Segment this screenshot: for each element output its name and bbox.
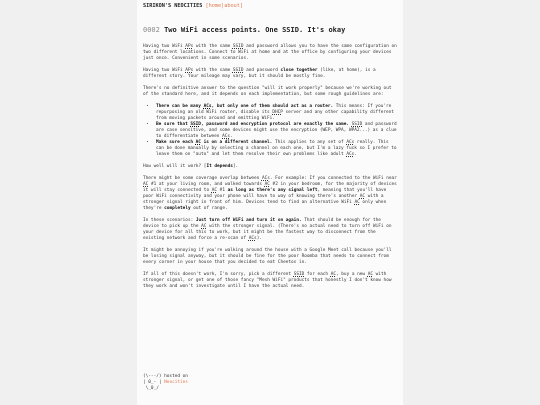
post-number: 0002 <box>143 26 160 34</box>
paragraph-8: If all of this doesn't work, I'm sorry, pick a different SSID for each AC, buy a new AC with stronger signal, or get one of those fancy "Mesh WiFi" products that honestly I don't know how they work and won't investigate until I have the actual need. <box>143 272 392 289</box>
post-title-text: Two WiFi access points. One SSID. It's okay <box>164 26 346 34</box>
paragraph-6: In these scenarios: Just turn off WiFi and turn it on again. That should be enough for the device to pick up the AC with the stronger signal. (There's no actual need to turn off WiFi on your device for all this to work, but it might be the fastest way to disconnect from the existing network and force a re-scan of ACs). <box>143 218 392 241</box>
nav-bracket-close: ] <box>239 3 243 9</box>
neocities-link[interactable]: Neocities <box>164 380 188 385</box>
nav-about-link[interactable]: about <box>224 3 240 9</box>
article <box>143 3 397 296</box>
paragraph-4: How well will it work? [It depends]. <box>143 164 239 169</box>
list-item: • Make sure each AC is on a different channel. This applies to any set of ACs really. This can be done manually by selecting a channel on each one, but I'm a lazy fuck so I prefer to leave them on "auto" and let them resolve their own problems like adult ACs. <box>156 140 397 158</box>
guidelines-list <box>143 104 397 158</box>
nav <box>205 3 243 9</box>
paragraph-3: There's no definitive answer to the question "will it work properly" because we're working out of the standard here, and it depends on each implementation, but some rough guidelines are: <box>143 86 392 97</box>
paragraph-2: Having two WiFi APs with the same SSID and password close together (like, at home), is a different story. Your mileage may vary, but it should be mostly fine. <box>143 68 376 79</box>
list-item: • There can be many ACs, but only one of them should act as a router. This means: If you're repurposing an old WiFi router, disable its DHCP server and any other capability different from moving packets around and emitting WiFi. <box>156 104 397 122</box>
site-name[interactable]: SIRIKON'S NEOCITIES <box>143 3 203 9</box>
post-title <box>143 26 397 35</box>
paragraph-5: There might be some coverage overlap between ACs. For example: If you connected to the WiFi near AC #1 at your living room, and walked towards AC #2 in your bedroom, for the majority of devices it will stay connected to AC #1 as long as there's any signal left, meaning that you'll have poor WiFi connectivity and your phone will have to way of knowing there's another AC with a stronger signal right in front of him. Devices tend to find an alternative WiFi AC only when they're completely out of range. <box>143 176 397 211</box>
footer-line-3: \_0_/ <box>143 386 159 391</box>
list-item: • Be sure that SSID, password and encryption protocol are exactly the same. SSID and password are case sensitive, and some devices might use the encryption (WEP, WPA, WPA2...) as a clue to differentiate between ACs. <box>156 122 397 140</box>
footer <box>143 374 188 392</box>
paragraph-1: Having two WiFi APs with the same SSID and password allows you to have the same configuration on two different locations. Connect to WiFi at home and at the office by configuring your devices just once. Convenient in some scenarios. <box>143 44 397 61</box>
nav-home-link[interactable]: home <box>208 3 222 9</box>
nav-bracket-open: [ <box>205 3 209 9</box>
paragraph-7: It might be annoying if you're walking around the house with a Google Meet call because you'll be losing signal anyway, but it should be fine for the poor Roomba that needs to connect from every corner in your house that you decided to eat Cheetos in. <box>143 248 392 265</box>
nav-separator: | <box>221 3 225 9</box>
footer-line-1: (\---/) hosted on <box>143 374 188 379</box>
site-header <box>143 3 397 13</box>
footer-face: | 0_- | <box>143 380 165 385</box>
